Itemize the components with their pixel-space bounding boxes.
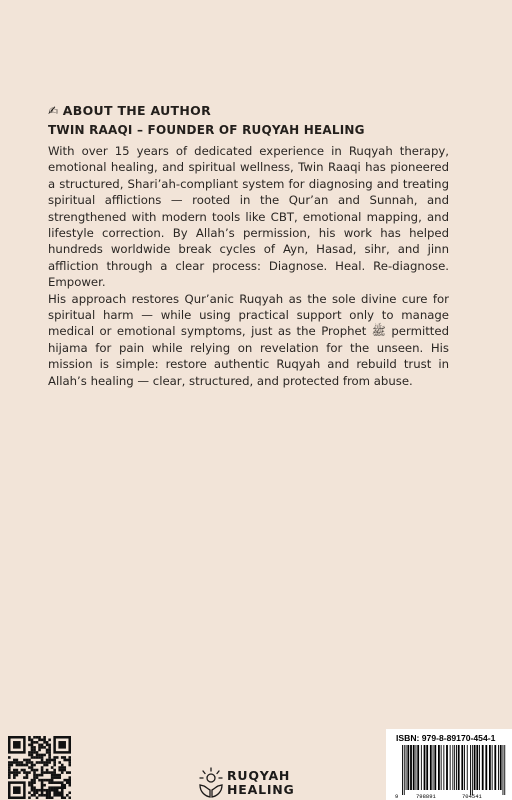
healing-hands-sun-icon — [197, 766, 225, 800]
author-subheading: TWIN RAAQI – FOUNDER OF RUQYAH HEALING — [48, 123, 365, 137]
isbn-label: ISBN: 979-8-89170-454-1 — [396, 733, 496, 743]
about-heading: ABOUT THE AUTHOR — [62, 103, 211, 118]
about-heading-row — [48, 101, 449, 120]
bio-paragraph-1: With over 15 years of dedicated experience in Ruqyah therapy, emotional healing, and spiritual wellness, Twin Raaqi has pioneered a structured, Shari’ah-compliant system for diagnosing and treating spiritual afflictions — rooted in the Qur’an and Sunnah, and strengthened with modern tools like CBT, emotional mapping, and lifestyle correction. By Allah’s permission, his work has helped hundreds worldwide break cycles of Ayn, Hasad, sihr, and jinn affliction through a clear process: Diagnose. Heal. Re-diagnose. Empower. — [48, 144, 449, 290]
barcode-icon — [394, 745, 510, 800]
logo-word-ruqyah: RUQYAH — [227, 768, 291, 783]
bio-paragraph-2: His approach restores Qur’anic Ruqyah as the sole divine cure for spiritual harm — while using practical support only to manage medical or emotional symptoms, just as the Prophet ﷺ permitted hijama for pain while relying on revelation for the unseen. His mission is simple: restore authentic Ruqyah and rebuild trust in Allah’s healing — clear, structured, and protected from abuse. — [48, 291, 449, 388]
writing-hand-icon: ✍ — [48, 103, 59, 118]
barcode-digits-left: 798891 — [416, 793, 436, 800]
logo-word-healing: HEALING — [227, 782, 295, 797]
about-author-section — [48, 101, 449, 389]
ruqyah-healing-logo — [197, 766, 307, 800]
qr-code-icon — [8, 736, 71, 799]
barcode-digits-right: 704541 — [462, 793, 482, 800]
isbn-barcode-block — [386, 729, 512, 800]
barcode-digit-first: 9 — [395, 793, 399, 800]
